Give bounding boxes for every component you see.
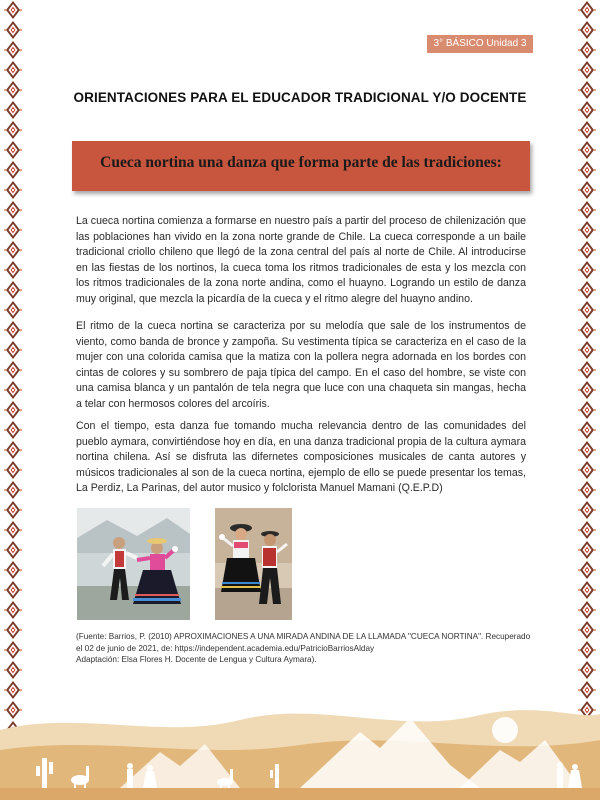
paragraph-origin: La cueca nortina comienza a formarse en nuestro país a partir del proceso de chilenización que las poblaciones han vivido en la zona norte grande de Chile. La cueca corresponde a un baile tradicional criollo chileno que llegó de la zona central del país al norte de Chile. Al introducirse en las fiestas de los nortinos, la cueca toma los ritmos tradicionales de esta y los mezcla con los ritmos tradicionales de la zona norte andina, como el huayno. Logrando un estilo de danza muy original, que mezcla la picardía de la cueca y el ritmo alegre del huayno andino. [76,215,526,305]
section-banner [72,141,530,191]
grade-unit-badge: 3° BÁSICO Unidad 3 [427,35,533,53]
dancers-photo-1 [77,508,190,620]
source-line-2: el 02 de junio de 2021, de: https://independent.academia.edu/PatricioBarriosAlday [76,643,375,653]
source-line-3: Adaptación: Elsa Flores H. Docente de Lengua y Cultura Aymara). [76,655,317,664]
source-line-1: (Fuente: Barrios, P. (2010) APROXIMACIONES A UNA MIRADA ANDINA DE LA LLAMADA "CUECA NORTINA". Recuperado [76,632,531,641]
section-title: Cueca nortina una danza que forma parte de las tradiciones: [100,154,502,171]
footer-landscape [0,670,600,800]
page-title: ORIENTACIONES PARA EL EDUCADOR TRADICIONAL Y/O DOCENTE [73,90,527,105]
source-citation [76,631,556,666]
paragraph-rhythm-costume: El ritmo de la cueca nortina se caracteriza por su melodía que sale de los instrumentos de viento, como banda de bronce y zampoña. Su vestimenta típica se caracteriza en el caso de la mujer con una colorida camisa que la matiza con la pollera negra adornada en los bordes con cintas de colores y su sombrero de paja típica del campo. En el caso del hombre, se viste con una camisa blanca y un pantalón de tela negra que luce con una chaqueta sin mangas, hecha a telar con hermosos colores del arcoíris. [76,320,526,410]
andean-landscape-icon [0,670,600,800]
paragraph-aymara-culture: Con el tiempo, esta danza fue tomando mucha relevancia dentro de las comunidades del pueblo aymara, convirtiéndose hoy en día, en una danza tradicional propia de la cultura aymara nortina chilena. Así se disfruta las difernetes composiciones musicales de canta autores y músicos tradicionales al son de la cueca nortina, ejemplo de ello se puede presentar los temas, La Perdiz, La Parinas, del autor musico y folclorista Manuel Mamani (Q.E.P.D) [76,420,526,495]
dancers-photo-2 [215,508,292,620]
